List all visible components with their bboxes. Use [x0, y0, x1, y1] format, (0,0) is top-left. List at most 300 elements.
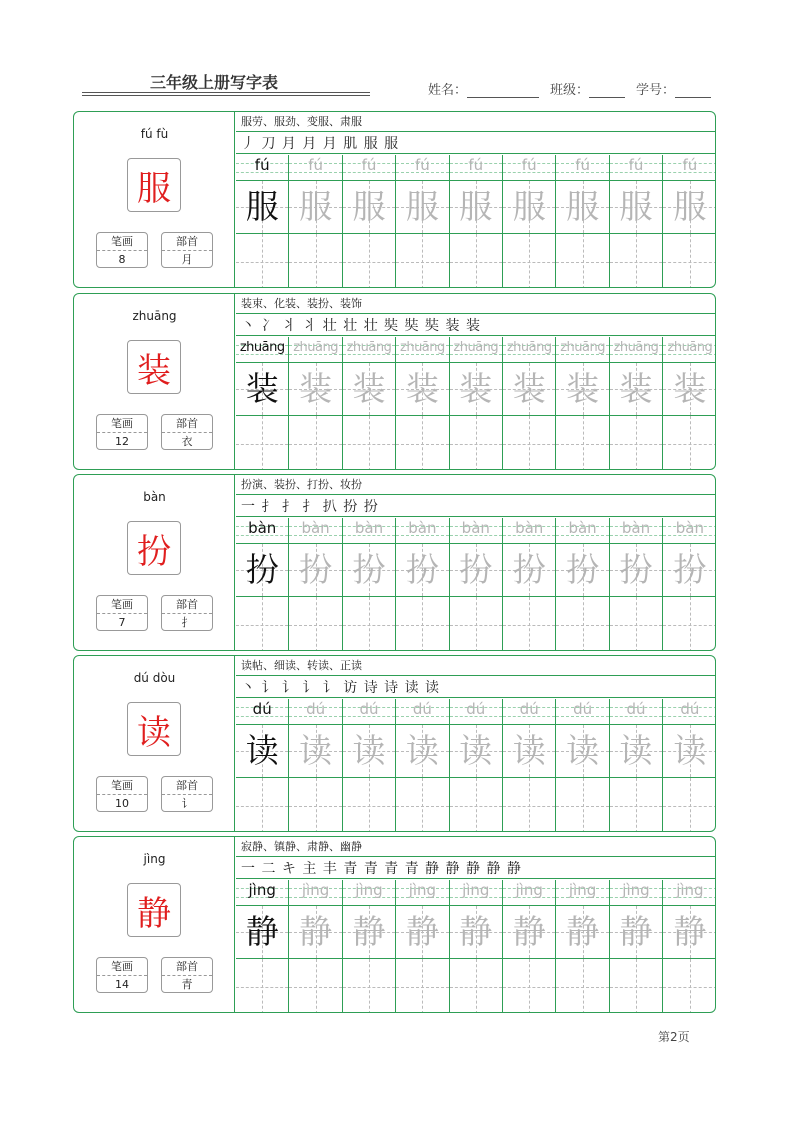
- practice-column: [450, 337, 503, 470]
- char-cell[interactable]: [556, 725, 608, 778]
- pinyin-trace: jìng: [301, 881, 330, 899]
- char-trace: 读: [512, 731, 546, 770]
- blank-practice-cell[interactable]: [503, 234, 555, 288]
- char-cell[interactable]: [236, 906, 288, 959]
- char-cell[interactable]: [610, 181, 662, 234]
- pinyin-cell[interactable]: [556, 699, 608, 725]
- pinyin-cell[interactable]: [450, 337, 502, 363]
- stroke-count-label: 笔画: [97, 958, 147, 976]
- char-trace: 读: [673, 731, 707, 770]
- blank-practice-cell[interactable]: [450, 234, 502, 288]
- practice-column: [556, 880, 609, 1013]
- char-cell[interactable]: [610, 544, 662, 597]
- class-field[interactable]: [589, 84, 625, 98]
- char-trace: 服: [299, 187, 333, 226]
- practice-column: [503, 518, 556, 651]
- pinyin-cell[interactable]: [236, 337, 288, 363]
- blank-practice-cell[interactable]: [610, 959, 662, 1013]
- blank-practice-cell[interactable]: [289, 778, 341, 832]
- char-cell[interactable]: [343, 906, 395, 959]
- char-sample: 服: [245, 187, 279, 226]
- char-cell[interactable]: [343, 725, 395, 778]
- stroke-count-label: 笔画: [97, 233, 147, 251]
- pinyin-trace: zhuāng: [506, 340, 552, 355]
- blank-practice-cell[interactable]: [450, 959, 502, 1013]
- blank-practice-cell[interactable]: [503, 778, 555, 832]
- pinyin-trace: bàn: [408, 519, 437, 537]
- practice-column: [396, 699, 449, 832]
- blank-practice-cell[interactable]: [343, 778, 395, 832]
- pinyin-trace: bàn: [621, 519, 651, 537]
- pinyin-cell[interactable]: [396, 518, 448, 544]
- pinyin-cell[interactable]: [289, 699, 341, 725]
- character-card: [73, 474, 716, 651]
- char-sample: 扮: [245, 550, 279, 589]
- stroke-count-value: 8: [118, 253, 126, 266]
- pinyin-trace: bàn: [354, 519, 384, 537]
- char-info-panel: [74, 475, 235, 650]
- practice-grid: [236, 518, 716, 651]
- pinyin-cell[interactable]: [396, 155, 448, 181]
- char-trace: 服: [673, 187, 707, 226]
- char-trace: 装: [566, 369, 600, 408]
- char-cell[interactable]: [556, 181, 608, 234]
- pinyin-cell[interactable]: [610, 155, 662, 181]
- char-pinyin: dú dòu: [133, 671, 176, 685]
- char-trace: 扮: [459, 550, 493, 589]
- practice-grid: [236, 880, 716, 1013]
- blank-practice-cell[interactable]: [503, 959, 555, 1013]
- char-pinyin: zhuāng: [132, 309, 177, 323]
- pinyin-cell[interactable]: [396, 699, 448, 725]
- radical-label: 部首: [162, 596, 212, 614]
- char-trace: 服: [512, 187, 546, 226]
- blank-practice-cell[interactable]: [343, 959, 395, 1013]
- practice-column: [343, 880, 396, 1013]
- char-cell[interactable]: [556, 363, 608, 416]
- char-cell[interactable]: [663, 363, 716, 416]
- char-cell[interactable]: [663, 544, 716, 597]
- char-cell[interactable]: [450, 363, 502, 416]
- char-cell[interactable]: [503, 725, 555, 778]
- radical-label: 部首: [162, 415, 212, 433]
- pinyin-sample: jìng: [248, 881, 276, 899]
- practice-grid: [236, 337, 716, 470]
- pinyin-sample: dú: [252, 700, 272, 718]
- practice-column: [343, 518, 396, 651]
- pinyin-cell[interactable]: [236, 155, 288, 181]
- char-cell[interactable]: [289, 544, 341, 597]
- practice-column: [289, 155, 342, 288]
- blank-practice-cell[interactable]: [343, 234, 395, 288]
- char-trace: 装: [619, 369, 653, 408]
- blank-practice-cell[interactable]: [610, 778, 662, 832]
- char-trace: 读: [459, 731, 493, 770]
- example-words: 服劳、服劲、变服、肃服: [236, 112, 716, 132]
- char-display: 静: [127, 883, 181, 937]
- blank-practice-cell[interactable]: [289, 416, 341, 470]
- radical-box: [161, 595, 213, 631]
- radical-box: [161, 957, 213, 993]
- char-cell[interactable]: [663, 906, 716, 959]
- practice-column: [396, 337, 449, 470]
- pinyin-trace: zhuāng: [400, 340, 445, 355]
- pinyin-cell[interactable]: [450, 155, 502, 181]
- practice-panel: [236, 475, 716, 650]
- pinyin-trace: jìng: [462, 881, 490, 899]
- example-words: 扮演、装扮、打扮、妆扮: [236, 475, 716, 495]
- char-cell[interactable]: [396, 363, 448, 416]
- char-cell[interactable]: [610, 725, 662, 778]
- blank-practice-cell[interactable]: [450, 416, 502, 470]
- blank-practice-cell[interactable]: [236, 416, 288, 470]
- blank-practice-cell[interactable]: [396, 416, 448, 470]
- blank-practice-cell[interactable]: [556, 597, 608, 651]
- pinyin-cell[interactable]: [503, 518, 555, 544]
- character-card: [73, 655, 716, 832]
- char-info-panel: [74, 112, 235, 287]
- pinyin-cell[interactable]: [236, 518, 288, 544]
- pinyin-trace: fú: [361, 156, 377, 174]
- char-pinyin: jìng: [143, 852, 166, 866]
- practice-panel: [236, 837, 716, 1012]
- practice-panel: [236, 112, 716, 287]
- char-sample: 装: [245, 369, 279, 408]
- char-cell[interactable]: [556, 544, 608, 597]
- pinyin-cell[interactable]: [450, 518, 502, 544]
- radical-value: 衣: [181, 435, 193, 448]
- pinyin-cell[interactable]: [556, 155, 608, 181]
- pinyin-cell[interactable]: [503, 155, 555, 181]
- pinyin-trace: fú: [575, 156, 590, 174]
- char-cell[interactable]: [343, 544, 395, 597]
- blank-practice-cell[interactable]: [663, 416, 716, 470]
- pinyin-cell[interactable]: [503, 337, 555, 363]
- character-card: [73, 293, 716, 470]
- stroke-count-value: 12: [115, 435, 129, 448]
- char-cell[interactable]: [289, 363, 341, 416]
- char-trace: 服: [405, 187, 439, 226]
- pinyin-trace: fú: [308, 156, 323, 174]
- radical-value: 青: [181, 978, 193, 991]
- name-field-group: [428, 79, 539, 98]
- stroke-order-sequence: 丶 讠 讠 讠 讠 访 诗 诗 读 读: [241, 680, 441, 696]
- pinyin-cell[interactable]: [289, 337, 341, 363]
- stroke-count-box: [96, 595, 148, 631]
- stroke-order-sequence: 丶 冫 丬 丬 壮 壮 壮 奘 奘 奘 装 装: [241, 318, 481, 334]
- practice-column: [610, 337, 663, 470]
- pinyin-trace: jìng: [408, 881, 437, 899]
- char-sample: 静: [245, 912, 279, 951]
- blank-practice-cell[interactable]: [396, 597, 448, 651]
- pinyin-cell[interactable]: [343, 518, 395, 544]
- char-trace: 扮: [566, 550, 600, 589]
- pinyin-cell[interactable]: [343, 155, 395, 181]
- char-cell[interactable]: [289, 181, 341, 234]
- char-trace: 装: [673, 369, 707, 408]
- blank-practice-cell[interactable]: [236, 778, 288, 832]
- practice-column: [450, 699, 503, 832]
- char-cell[interactable]: [610, 906, 662, 959]
- char-trace: 读: [566, 731, 600, 770]
- pinyin-sample: fú: [254, 156, 270, 174]
- char-cell[interactable]: [289, 906, 341, 959]
- char-cell[interactable]: [236, 363, 288, 416]
- char-cell[interactable]: [503, 363, 555, 416]
- page-number: 第2页: [658, 1030, 690, 1044]
- pinyin-trace: dú: [680, 700, 700, 718]
- practice-panel: [236, 656, 716, 831]
- char-trace: 扮: [619, 550, 653, 589]
- char-display: 服: [127, 158, 181, 212]
- pinyin-cell[interactable]: [450, 880, 502, 906]
- char-trace: 装: [299, 369, 333, 408]
- pinyin-trace: fú: [682, 156, 698, 174]
- pinyin-cell[interactable]: [503, 880, 555, 906]
- practice-column: [556, 155, 609, 288]
- char-trace: 静: [566, 912, 600, 951]
- pinyin-trace: jìng: [568, 881, 597, 899]
- id-field-group: [636, 79, 711, 98]
- practice-grid: [236, 155, 716, 288]
- pinyin-cell[interactable]: [343, 699, 395, 725]
- pinyin-cell[interactable]: [610, 699, 662, 725]
- pinyin-cell[interactable]: [236, 699, 288, 725]
- char-trace: 服: [566, 187, 600, 226]
- char-trace: 读: [619, 731, 653, 770]
- char-cell[interactable]: [396, 725, 448, 778]
- blank-practice-cell[interactable]: [610, 416, 662, 470]
- radical-label: 部首: [162, 233, 212, 251]
- blank-practice-cell[interactable]: [396, 959, 448, 1013]
- blank-practice-cell[interactable]: [289, 959, 341, 1013]
- blank-practice-cell[interactable]: [503, 416, 555, 470]
- pinyin-trace: zhuāng: [667, 340, 713, 355]
- example-words: 读帖、细读、转读、正读: [236, 656, 716, 676]
- blank-practice-cell[interactable]: [289, 234, 341, 288]
- stroke-order-row: [236, 676, 716, 698]
- blank-practice-cell[interactable]: [236, 597, 288, 651]
- pinyin-cell[interactable]: [556, 337, 608, 363]
- char-cell[interactable]: [663, 181, 716, 234]
- char-trace: 静: [673, 912, 707, 951]
- blank-practice-cell[interactable]: [503, 597, 555, 651]
- blank-practice-cell[interactable]: [396, 234, 448, 288]
- practice-column: [556, 518, 609, 651]
- char-trace: 装: [405, 369, 439, 408]
- blank-practice-cell[interactable]: [450, 597, 502, 651]
- pinyin-cell[interactable]: [663, 880, 716, 906]
- char-cell[interactable]: [663, 725, 716, 778]
- pinyin-cell[interactable]: [556, 518, 608, 544]
- practice-column: [236, 880, 289, 1013]
- pinyin-cell[interactable]: [610, 880, 662, 906]
- practice-column: [343, 155, 396, 288]
- practice-column: [236, 518, 289, 651]
- stroke-count-label: 笔画: [97, 596, 147, 614]
- pinyin-trace: bàn: [461, 519, 490, 537]
- char-trace: 服: [619, 187, 653, 226]
- char-cell[interactable]: [503, 906, 555, 959]
- title-underline: [82, 92, 370, 98]
- char-trace: 静: [512, 912, 546, 951]
- pinyin-trace: dú: [573, 700, 593, 718]
- char-cell[interactable]: [450, 906, 502, 959]
- pinyin-trace: dú: [626, 700, 646, 718]
- pinyin-cell[interactable]: [663, 155, 716, 181]
- pinyin-trace: dú: [306, 700, 326, 718]
- pinyin-cell[interactable]: [450, 699, 502, 725]
- practice-column: [503, 699, 556, 832]
- stroke-order-row: [236, 857, 716, 879]
- char-cell[interactable]: [503, 544, 555, 597]
- class-label: 班级：: [550, 83, 590, 98]
- pinyin-trace: zhuāng: [453, 340, 499, 355]
- practice-column: [396, 880, 449, 1013]
- pinyin-cell[interactable]: [556, 880, 608, 906]
- char-cell[interactable]: [396, 544, 448, 597]
- radical-value: 讠: [181, 797, 193, 810]
- pinyin-trace: zhuāng: [613, 340, 659, 355]
- pinyin-cell[interactable]: [396, 337, 448, 363]
- practice-column: [236, 155, 289, 288]
- char-trace: 静: [352, 912, 386, 951]
- stroke-count-value: 7: [118, 616, 126, 629]
- practice-column: [236, 337, 289, 470]
- pinyin-cell[interactable]: [503, 699, 555, 725]
- char-trace: 扮: [673, 550, 707, 589]
- page-title: 三年级上册写字表: [150, 73, 279, 92]
- pinyin-trace: zhuāng: [346, 340, 392, 355]
- char-trace: 扮: [512, 550, 546, 589]
- pinyin-trace: jìng: [355, 881, 383, 899]
- pinyin-cell[interactable]: [343, 880, 395, 906]
- blank-practice-cell[interactable]: [450, 778, 502, 832]
- pinyin-cell[interactable]: [289, 880, 341, 906]
- character-card: [73, 836, 716, 1013]
- pinyin-trace: bàn: [675, 519, 704, 537]
- char-cell[interactable]: [343, 363, 395, 416]
- char-cell[interactable]: [450, 544, 502, 597]
- radical-box: [161, 414, 213, 450]
- blank-practice-cell[interactable]: [663, 234, 716, 288]
- char-cell[interactable]: [289, 725, 341, 778]
- pinyin-trace: dú: [519, 700, 539, 718]
- blank-practice-cell[interactable]: [396, 778, 448, 832]
- practice-panel: [236, 294, 716, 469]
- char-trace: 装: [512, 369, 546, 408]
- practice-column: [343, 699, 396, 832]
- id-field[interactable]: [675, 84, 711, 98]
- pinyin-cell[interactable]: [236, 880, 288, 906]
- practice-column: [289, 518, 342, 651]
- practice-column: [450, 518, 503, 651]
- char-cell[interactable]: [396, 906, 448, 959]
- char-info-panel: [74, 294, 235, 469]
- pinyin-trace: jìng: [515, 881, 543, 899]
- pinyin-cell[interactable]: [396, 880, 448, 906]
- blank-practice-cell[interactable]: [610, 234, 662, 288]
- char-cell[interactable]: [343, 181, 395, 234]
- char-cell[interactable]: [450, 181, 502, 234]
- char-trace: 服: [459, 187, 493, 226]
- pinyin-trace: jìng: [622, 881, 650, 899]
- blank-practice-cell[interactable]: [663, 959, 716, 1013]
- blank-practice-cell[interactable]: [343, 416, 395, 470]
- blank-practice-cell[interactable]: [289, 597, 341, 651]
- char-cell[interactable]: [450, 725, 502, 778]
- class-field-group: [550, 79, 625, 98]
- char-cell[interactable]: [610, 363, 662, 416]
- char-pinyin: fú fù: [140, 127, 169, 141]
- stroke-count-box: [96, 957, 148, 993]
- char-cell[interactable]: [503, 181, 555, 234]
- stroke-order-sequence: 丿 刀 月 月 月 肌 服 服: [241, 136, 400, 152]
- char-cell[interactable]: [236, 544, 288, 597]
- practice-column: [289, 337, 342, 470]
- char-trace: 服: [352, 187, 386, 226]
- char-cell[interactable]: [236, 725, 288, 778]
- pinyin-trace: fú: [414, 156, 430, 174]
- pinyin-cell[interactable]: [663, 699, 716, 725]
- stroke-count-value: 10: [115, 797, 129, 810]
- practice-column: [556, 337, 609, 470]
- blank-practice-cell[interactable]: [610, 597, 662, 651]
- example-words: 装束、化装、装扮、装饰: [236, 294, 716, 314]
- pinyin-trace: zhuāng: [293, 340, 338, 355]
- radical-box: [161, 232, 213, 268]
- blank-practice-cell[interactable]: [556, 234, 608, 288]
- pinyin-cell[interactable]: [610, 337, 662, 363]
- radical-label: 部首: [162, 777, 212, 795]
- practice-column: [450, 880, 503, 1013]
- blank-practice-cell[interactable]: [556, 959, 608, 1013]
- char-trace: 扮: [352, 550, 386, 589]
- blank-practice-cell[interactable]: [343, 597, 395, 651]
- char-cell[interactable]: [236, 181, 288, 234]
- radical-value: 月: [181, 253, 193, 266]
- char-trace: 静: [459, 912, 493, 951]
- pinyin-trace: dú: [466, 700, 486, 718]
- char-display: 装: [127, 340, 181, 394]
- char-pinyin: bàn: [143, 490, 166, 504]
- blank-practice-cell[interactable]: [663, 778, 716, 832]
- pinyin-trace: bàn: [301, 519, 330, 537]
- stroke-count-label: 笔画: [97, 777, 147, 795]
- stroke-order-row: [236, 132, 716, 154]
- char-cell[interactable]: [556, 906, 608, 959]
- pinyin-trace: dú: [412, 700, 432, 718]
- char-trace: 扮: [299, 550, 333, 589]
- pinyin-cell[interactable]: [289, 155, 341, 181]
- name-field[interactable]: [467, 84, 539, 98]
- pinyin-cell[interactable]: [289, 518, 341, 544]
- practice-column: [236, 699, 289, 832]
- pinyin-trace: fú: [521, 156, 537, 174]
- pinyin-cell[interactable]: [343, 337, 395, 363]
- pinyin-cell[interactable]: [663, 518, 716, 544]
- blank-practice-cell[interactable]: [663, 597, 716, 651]
- practice-column: [450, 155, 503, 288]
- blank-practice-cell[interactable]: [236, 959, 288, 1013]
- pinyin-cell[interactable]: [610, 518, 662, 544]
- pinyin-trace: dú: [359, 700, 379, 718]
- char-cell[interactable]: [396, 181, 448, 234]
- pinyin-cell[interactable]: [663, 337, 716, 363]
- blank-practice-cell[interactable]: [236, 234, 288, 288]
- blank-practice-cell[interactable]: [556, 778, 608, 832]
- blank-practice-cell[interactable]: [556, 416, 608, 470]
